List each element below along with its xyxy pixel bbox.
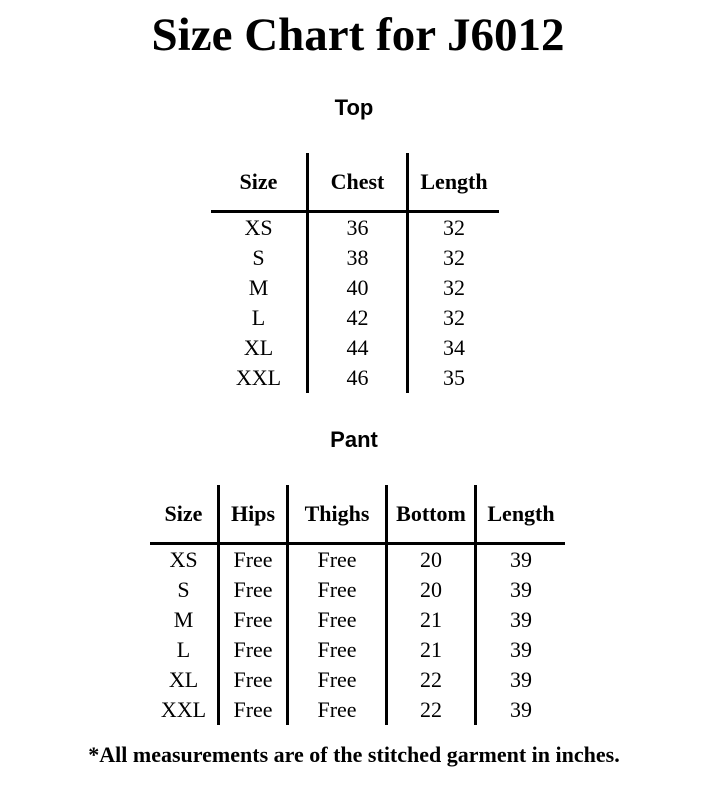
hips-cell: Free <box>219 695 288 725</box>
size-cell: XXL <box>150 695 219 725</box>
table-header-row <box>150 485 565 544</box>
size-cell: L <box>150 635 219 665</box>
top-size-table <box>211 153 499 393</box>
table-row <box>150 665 565 695</box>
table-row <box>211 273 499 303</box>
length-cell: 39 <box>510 547 532 572</box>
hips-cell: Free <box>219 544 288 576</box>
table-row <box>150 635 565 665</box>
size-cell: XL <box>150 665 219 695</box>
thighs-cell: Free <box>288 665 387 695</box>
length-cell: 32 <box>443 215 465 240</box>
column-header-size: Size <box>211 153 308 212</box>
table-row <box>211 333 499 363</box>
length-cell: 32 <box>443 305 465 330</box>
length-cell: 39 <box>510 667 532 692</box>
chest-cell: 36 <box>308 212 408 244</box>
length-cell: 35 <box>443 365 465 390</box>
top-section-heading: Top <box>334 95 374 120</box>
column-header-length: Length <box>476 485 566 544</box>
size-cell: M <box>211 273 308 303</box>
length-cell: 34 <box>443 335 465 360</box>
size-cell: S <box>211 243 308 273</box>
length-cell: 39 <box>510 637 532 662</box>
bottom-cell: 21 <box>387 605 476 635</box>
table-row <box>150 695 565 725</box>
column-header-size: Size <box>150 485 219 544</box>
table-row <box>150 575 565 605</box>
chest-cell: 44 <box>308 333 408 363</box>
size-cell: L <box>211 303 308 333</box>
column-header-thighs: Thighs <box>288 485 387 544</box>
length-cell: 32 <box>443 275 465 300</box>
thighs-cell: Free <box>288 635 387 665</box>
length-cell: 39 <box>510 697 532 722</box>
bottom-cell: 20 <box>387 575 476 605</box>
size-cell: S <box>150 575 219 605</box>
chest-cell: 42 <box>308 303 408 333</box>
page-title: Size Chart for J6012 <box>151 9 565 61</box>
size-cell: XS <box>211 212 308 244</box>
table-row <box>211 212 499 244</box>
table-row <box>211 243 499 273</box>
table-header-row <box>211 153 499 212</box>
size-cell: XXL <box>211 363 308 393</box>
thighs-cell: Free <box>288 575 387 605</box>
length-cell: 32 <box>443 245 465 270</box>
pant-size-table <box>150 485 565 725</box>
table-row <box>211 363 499 393</box>
table-row <box>150 544 565 576</box>
thighs-cell: Free <box>288 544 387 576</box>
chest-cell: 40 <box>308 273 408 303</box>
bottom-cell: 22 <box>387 695 476 725</box>
hips-cell: Free <box>219 605 288 635</box>
size-cell: XS <box>150 544 219 576</box>
column-header-length: Length <box>408 153 500 212</box>
hips-cell: Free <box>219 575 288 605</box>
measurement-footnote: *All measurements are of the stitched garment in inches. <box>88 742 620 767</box>
length-cell: 39 <box>510 577 532 602</box>
hips-cell: Free <box>219 635 288 665</box>
hips-cell: Free <box>219 665 288 695</box>
table-row <box>150 605 565 635</box>
thighs-cell: Free <box>288 695 387 725</box>
table-row <box>211 303 499 333</box>
thighs-cell: Free <box>288 605 387 635</box>
chest-cell: 46 <box>308 363 408 393</box>
bottom-cell: 21 <box>387 635 476 665</box>
length-cell: 39 <box>510 607 532 632</box>
bottom-cell: 20 <box>387 544 476 576</box>
bottom-cell: 22 <box>387 665 476 695</box>
chest-cell: 38 <box>308 243 408 273</box>
column-header-hips: Hips <box>219 485 288 544</box>
pant-section-heading: Pant <box>330 427 378 452</box>
column-header-bottom: Bottom <box>387 485 476 544</box>
size-cell: M <box>150 605 219 635</box>
column-header-chest: Chest <box>308 153 408 212</box>
size-cell: XL <box>211 333 308 363</box>
